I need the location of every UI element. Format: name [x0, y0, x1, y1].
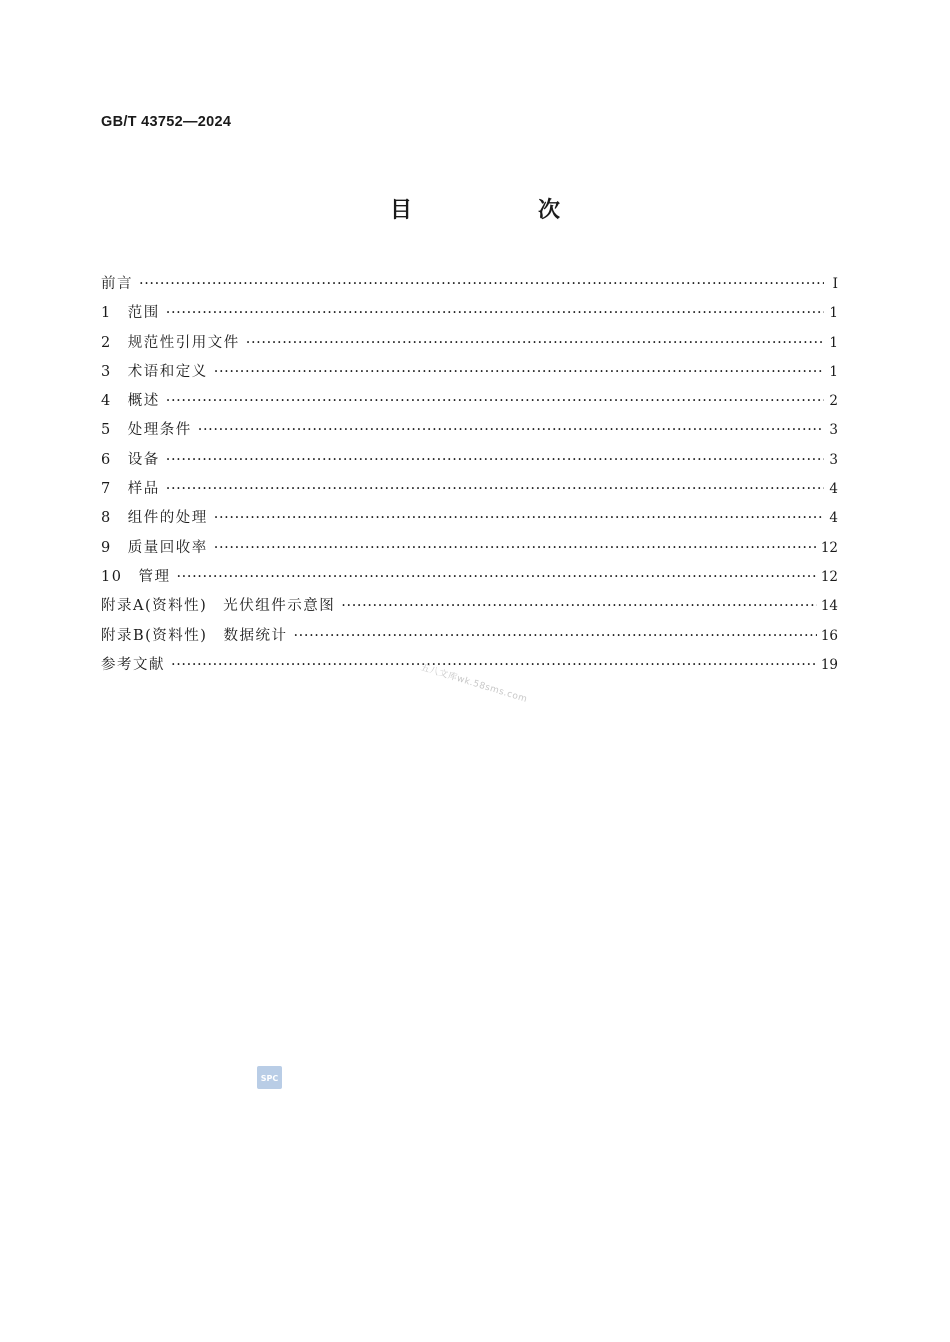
toc-entry-terms-definitions[interactable]	[101, 360, 838, 389]
toc-entry-label: 9 质量回收率	[101, 539, 208, 556]
toc-entry-label: 2 规范性引用文件	[101, 334, 240, 351]
toc-dot-leader	[198, 422, 824, 438]
toc-dot-leader	[166, 452, 824, 468]
toc-entry-page: 1	[829, 305, 838, 322]
toc-entry-label: 8 组件的处理	[101, 510, 208, 527]
toc-entry-label: 前言	[101, 276, 133, 292]
table-of-contents	[101, 272, 838, 682]
toc-entry-label: 3 术语和定义	[101, 363, 208, 380]
toc-entry-annex-b[interactable]	[101, 624, 838, 653]
toc-entry-mass-recovery-rate[interactable]	[101, 536, 838, 565]
toc-entry-page: Ⅰ	[832, 276, 838, 292]
toc-entry-label: 1 范围	[101, 305, 160, 322]
toc-entry-annex-a[interactable]	[101, 594, 838, 623]
toc-entry-equipment[interactable]	[101, 448, 838, 477]
toc-entry-samples[interactable]	[101, 477, 838, 506]
toc-dot-leader	[171, 657, 817, 673]
toc-entry-module-processing[interactable]	[101, 506, 838, 535]
toc-dot-leader	[293, 628, 816, 644]
toc-dot-leader	[341, 598, 817, 614]
toc-dot-leader	[166, 393, 824, 409]
toc-entry-page: 16	[820, 627, 838, 644]
toc-entry-page: 4	[829, 481, 838, 498]
toc-dot-leader	[166, 481, 824, 497]
toc-entry-scope[interactable]	[101, 301, 838, 330]
toc-dot-leader	[176, 569, 816, 585]
toc-entry-label: 参考文献	[101, 656, 165, 673]
toc-entry-label: 4 概述	[101, 393, 160, 410]
toc-entry-normative-references[interactable]	[101, 331, 838, 360]
toc-entry-page: 4	[829, 510, 838, 527]
standard-code: GB/T 43752—2024	[101, 114, 232, 130]
toc-entry-label: 10 管理	[101, 568, 171, 585]
toc-entry-page: 12	[820, 568, 838, 585]
toc-entry-page: 14	[820, 598, 838, 615]
toc-entry-foreword[interactable]	[101, 272, 838, 301]
toc-entry-processing-conditions[interactable]	[101, 418, 838, 447]
svg-text:SPC: SPC	[260, 1074, 279, 1083]
toc-dot-leader	[166, 305, 824, 321]
spc-logo-icon	[257, 1066, 282, 1089]
toc-entry-label: 5 处理条件	[101, 422, 192, 439]
toc-entry-label: 6 设备	[101, 451, 160, 468]
toc-dot-leader	[214, 510, 824, 526]
toc-entry-page: 12	[820, 539, 838, 556]
toc-entry-management[interactable]	[101, 565, 838, 594]
toc-entry-overview[interactable]	[101, 389, 838, 418]
toc-entry-page: 1	[829, 334, 838, 351]
toc-dot-leader	[214, 540, 817, 556]
toc-entry-label: 附录B(资料性) 数据统计	[101, 627, 288, 644]
toc-entry-label: 附录A(资料性) 光伏组件示意图	[101, 598, 336, 615]
toc-entry-page: 3	[829, 422, 838, 439]
toc-entry-page: 1	[829, 363, 838, 380]
toc-dot-leader	[214, 364, 824, 380]
watermark-text: 五八文库wk.58sms.com	[419, 662, 529, 705]
toc-dot-leader	[139, 276, 824, 292]
toc-entry-page: 3	[829, 451, 838, 468]
toc-dot-leader	[246, 335, 824, 351]
page-title: 目 次	[389, 198, 612, 223]
toc-entry-page: 19	[820, 656, 838, 673]
toc-entry-label: 7 样品	[101, 481, 160, 498]
toc-entry-page: 2	[829, 393, 838, 410]
